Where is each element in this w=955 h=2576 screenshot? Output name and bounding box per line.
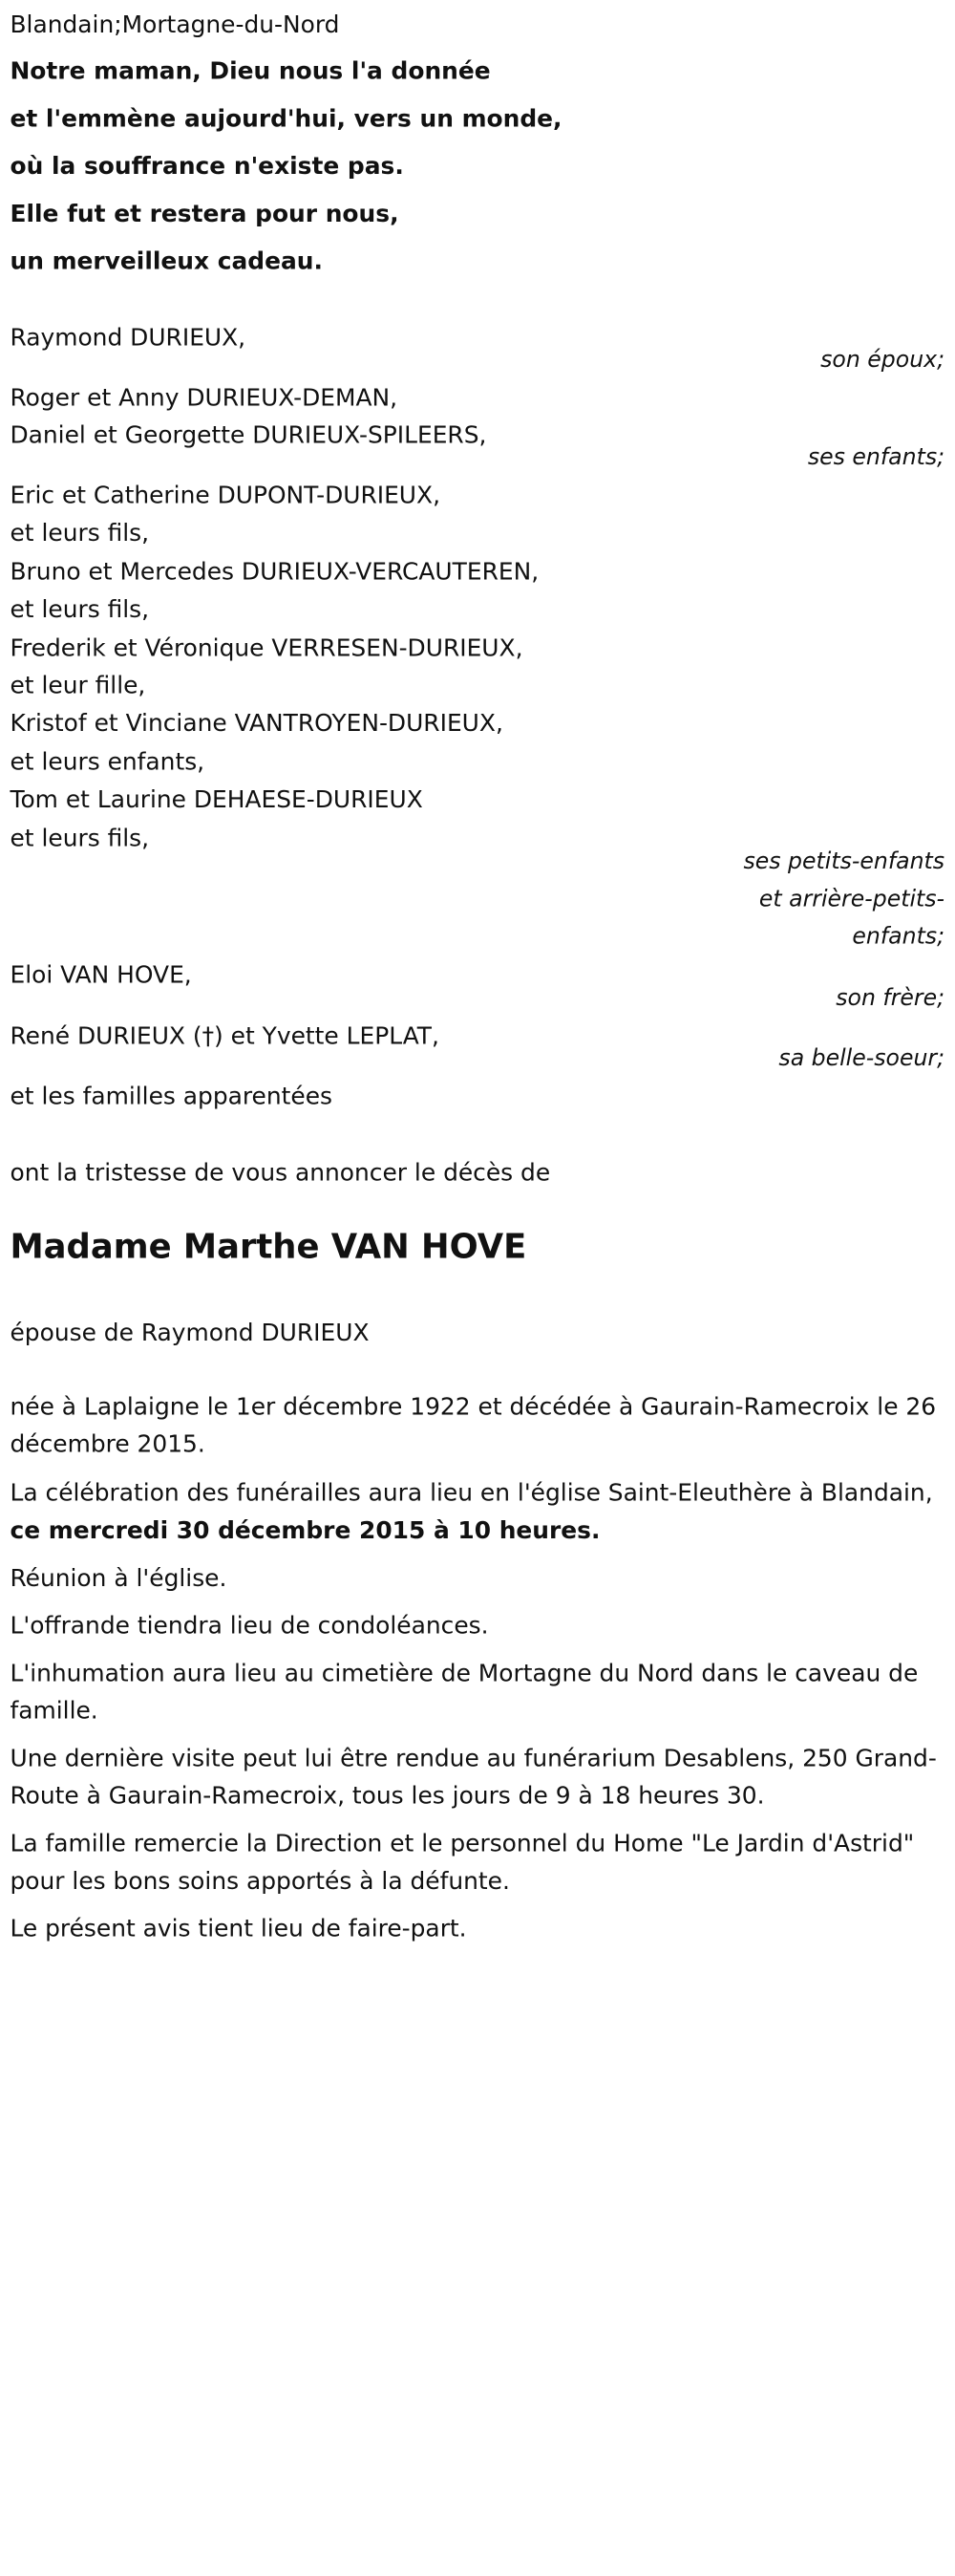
notice-paragraph: Le présent avis tient lieu de faire-part. xyxy=(10,1915,467,1943)
sister-in-law-role: sa belle-soeur; xyxy=(778,1044,945,1072)
grandchild-line: et leurs fils, xyxy=(10,825,150,853)
spouse-name: Raymond DURIEUX, xyxy=(10,324,246,353)
grandchild-line: Kristof et Vinciane VANTROYEN-DURIEUX, xyxy=(10,709,503,738)
ceremony-date: ce mercredi 30 décembre 2015 à 10 heures. xyxy=(10,1516,601,1545)
spouse-role: son époux; xyxy=(820,346,945,374)
grandchild-line: et leurs enfants, xyxy=(10,748,205,777)
grandchildren-role: ses petits-enfants xyxy=(743,848,945,875)
child-name: Daniel et Georgette DURIEUX-SPILEERS, xyxy=(10,421,487,450)
burial-paragraph: L'inhumation aura lieu au cimetière de Mortagne du Nord dans le caveau de famille. xyxy=(10,1660,919,1726)
grandchild-line: Tom et Laurine DEHAESE-DURIEUX xyxy=(10,785,423,814)
location-header: Blandain;Mortagne-du-Nord xyxy=(10,11,340,39)
grandchild-line: Frederik et Véronique VERRESEN-DURIEUX, xyxy=(10,634,523,662)
sister-in-law-name: René DURIEUX (†) et Yvette LEPLAT, xyxy=(10,1022,439,1051)
meeting-paragraph: Réunion à l'église. xyxy=(10,1564,227,1593)
ceremony-text: La célébration des funérailles aura lieu en l'église Saint-Eleuthère à Blandain, xyxy=(10,1479,933,1508)
grandchild-line: Eric et Catherine DUPONT-DURIEUX, xyxy=(10,482,440,510)
ceremony-paragraph xyxy=(10,1474,942,1550)
grandchild-line: et leur fille, xyxy=(10,672,146,700)
poem-line: Notre maman, Dieu nous l'a donnée xyxy=(10,57,491,86)
poem-line: un merveilleux cadeau. xyxy=(10,247,323,276)
grandchild-line: et leurs fils, xyxy=(10,595,150,624)
visit-paragraph: Une dernière visite peut lui être rendue au funérarium Desablens, 250 Grand-Route à Gaurain-Ramecroix, tous les jours de 9 à 18 heures 30. xyxy=(10,1745,937,1811)
grandchild-line: Bruno et Mercedes DURIEUX-VERCAUTEREN, xyxy=(10,558,540,587)
deceased-name: Madame Marthe VAN HOVE xyxy=(10,1228,527,1267)
brother-role: son frère; xyxy=(836,984,945,1012)
poem-line: et l'emmène aujourd'hui, vers un monde, xyxy=(10,105,562,133)
poem-line: où la souffrance n'existe pas. xyxy=(10,152,404,181)
children-role: ses enfants; xyxy=(807,444,945,471)
brother-name: Eloi VAN HOVE, xyxy=(10,961,192,989)
grandchildren-role: enfants; xyxy=(852,923,945,951)
spouse-of-line: épouse de Raymond DURIEUX xyxy=(10,1319,370,1347)
grandchildren-role: et arrière-petits- xyxy=(758,886,945,912)
grandchild-line: et leurs fils, xyxy=(10,519,150,547)
child-name: Roger et Anny DURIEUX-DEMAN, xyxy=(10,384,398,412)
relatives-line: et les familles apparentées xyxy=(10,1083,333,1110)
thanks-paragraph: La famille remercie la Direction et le personnel du Home "Le Jardin d'Astrid" pour les bons soins apportés à la défunte. xyxy=(10,1830,915,1896)
offering-paragraph: L'offrande tiendra lieu de condoléances. xyxy=(10,1612,489,1641)
birth-death-paragraph: née à Laplaigne le 1er décembre 1922 et décédée à Gaurain-Ramecroix le 26 décembre 2015. xyxy=(10,1393,937,1459)
announcement-line: ont la tristesse de vous annoncer le décès de xyxy=(10,1159,551,1187)
poem-line: Elle fut et restera pour nous, xyxy=(10,200,399,228)
